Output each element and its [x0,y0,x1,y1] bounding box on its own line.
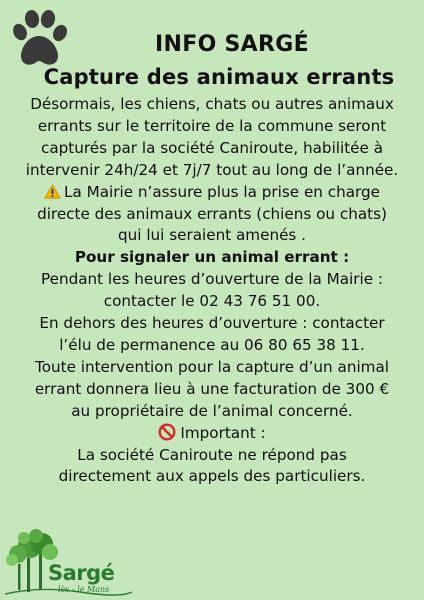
warning-icon [44,184,61,199]
logo-tagline: lès - le Mans [58,585,110,594]
body-line: intervenir 24h/24 et 7j/7 tout au long de l’année. [25,160,399,179]
body-line: au propriétaire de l’animal concerné. [71,401,353,420]
notice-body [4,94,420,488]
warning-line [4,182,420,204]
body-line: errants sur le territoire de la commune seront [37,116,387,135]
page-subtitle: Capture des animaux errants [43,65,395,89]
body-line: directe des animaux errants (chiens ou chats) [37,204,387,223]
body-line: Toute intervention pour la capture d’un animal [35,357,389,376]
body-line: En dehors des heures d’ouverture : contacter [39,314,385,333]
body-line: Pendant les heures d’ouverture de la Mairie : [40,270,383,289]
prohibited-icon [158,423,176,441]
important-line [4,423,420,445]
important-label: Important : [180,423,266,442]
body-line: capturés par la société Caniroute, habilitée à [40,138,384,157]
elected-phone-line: l’élu de permanence au 06 80 65 38 11. [59,335,365,354]
body-line: errant donnera lieu à une facturation de 300 € [34,379,390,398]
body-line: La Mairie n’assure plus la prise en charge [64,182,380,201]
report-heading: Pour signaler un animal errant : [74,248,350,267]
page-title: INFO SARGÉ [155,32,309,57]
body-line: La société Caniroute ne répond pas [77,445,347,464]
body-line: Désormais, les chiens, chats ou autres animaux [30,95,394,113]
mairie-phone-line: contacter le 02 43 76 51 00. [103,292,321,311]
body-line: directement aux appels des particuliers. [58,467,366,486]
body-line: qui lui seraient amenés . [118,226,306,245]
logo-wordmark: Sargé [48,561,115,585]
